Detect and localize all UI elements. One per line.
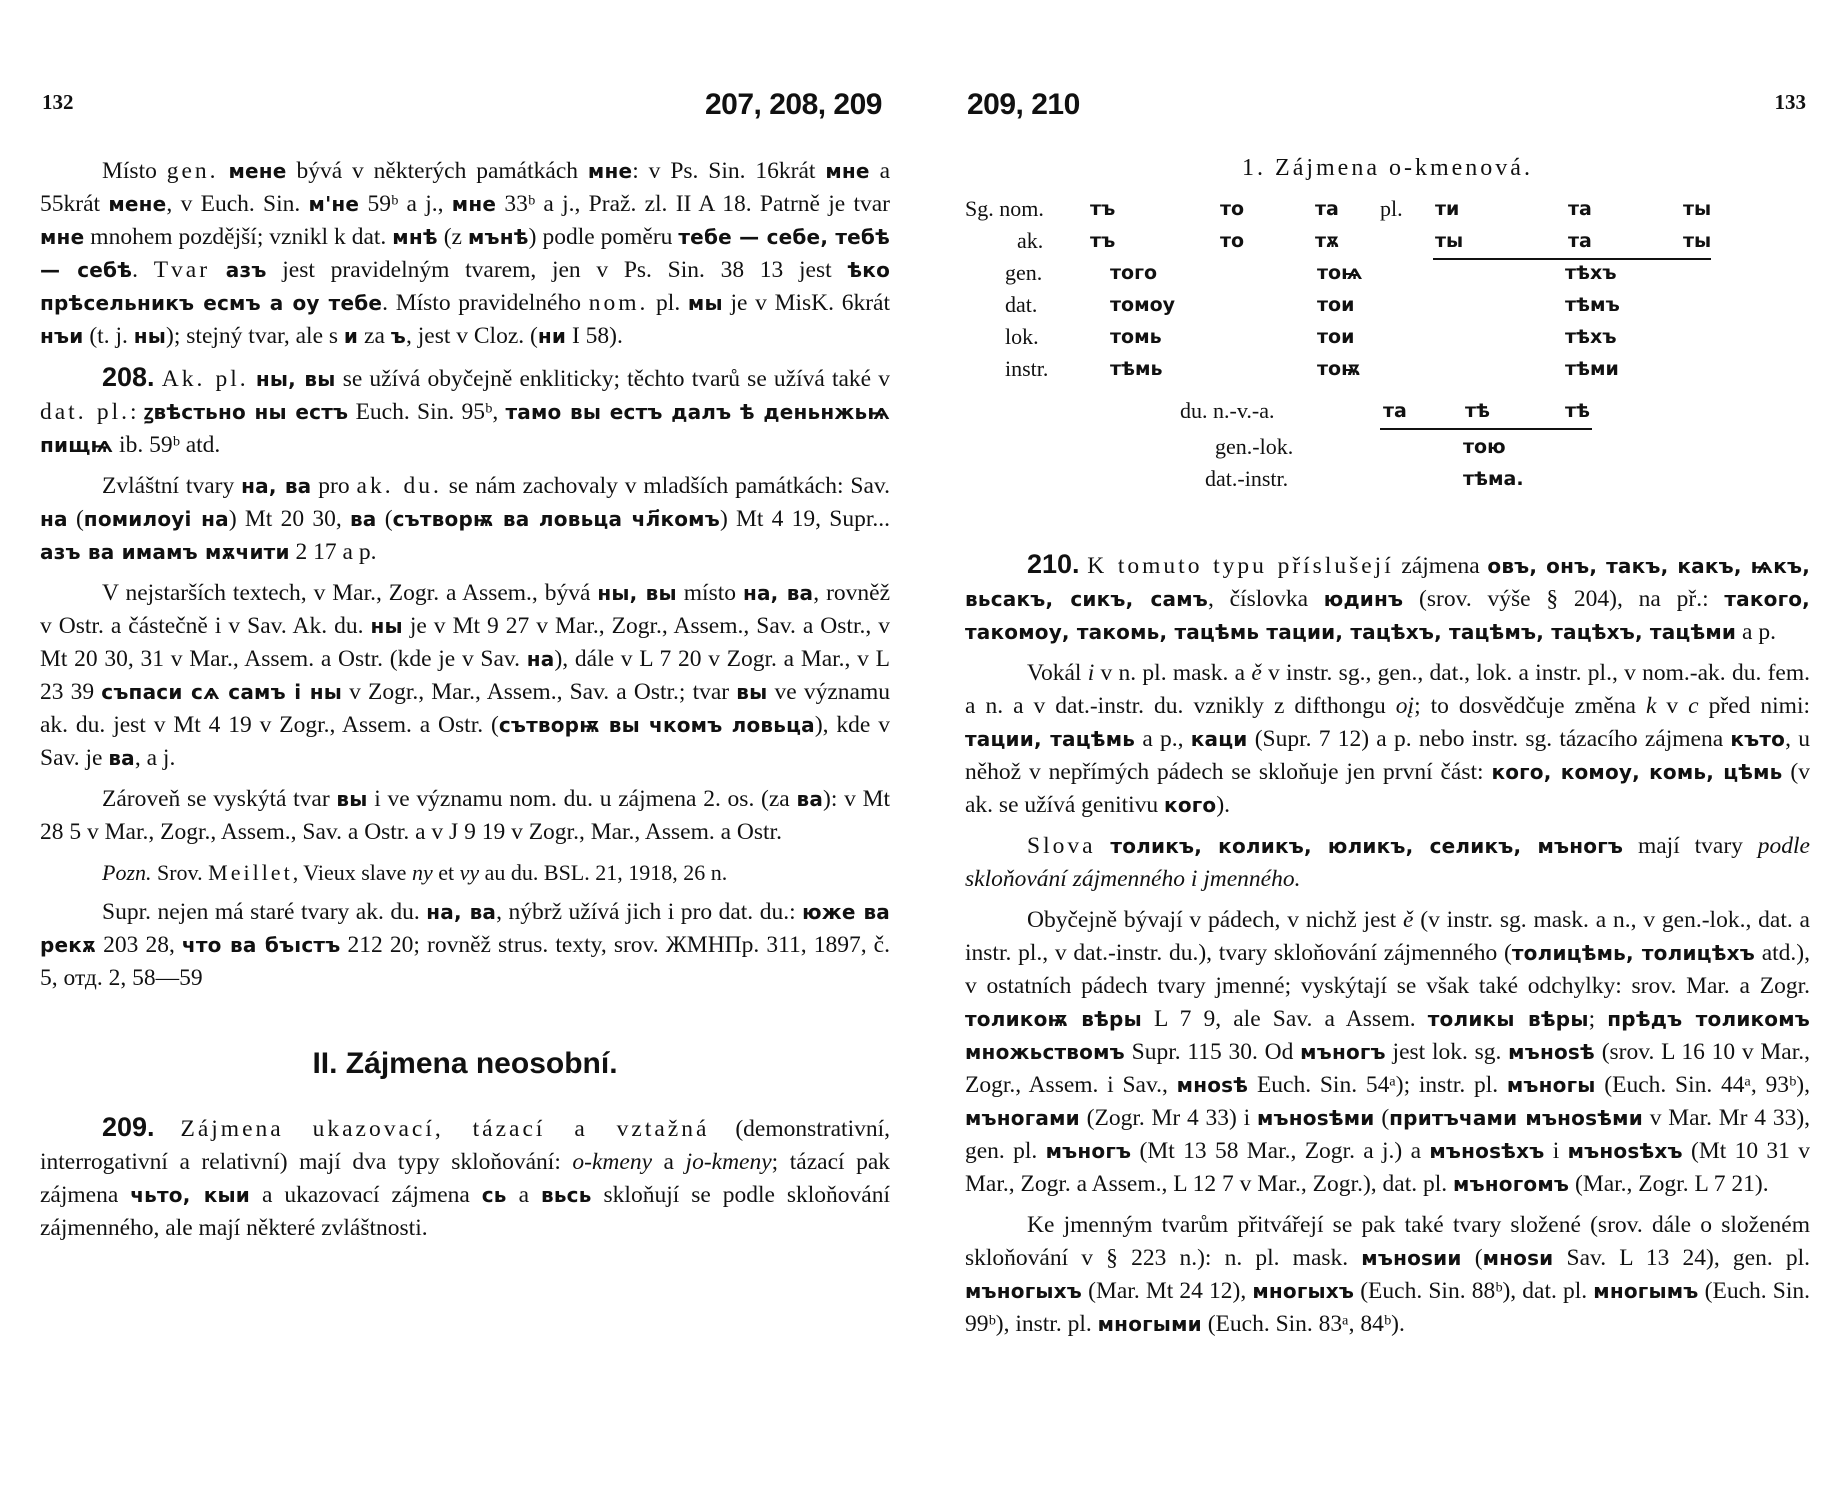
old-church-slavonic-form: тамо вы естъ далъ ѣ деньнжьѩ пищѩ <box>40 400 890 457</box>
italic-text: ě <box>1403 907 1414 933</box>
text-run <box>155 366 162 392</box>
old-church-slavonic-form: ни <box>537 324 567 348</box>
old-church-slavonic-form: на <box>526 647 555 671</box>
form-sg-ak-f: тѫ <box>1315 230 1340 252</box>
text-run: skloňují se podle skloňování zájmenného, ale mají některé zvláštnosti. <box>40 1182 890 1241</box>
text-run: 2 17 a p. <box>289 539 377 565</box>
old-church-slavonic-form: толицѣмь, толицѣхъ <box>1511 941 1755 965</box>
text-run: , číslovka <box>1208 586 1324 612</box>
old-church-slavonic-form: на <box>40 507 68 531</box>
text-run: ve významu ak. du. jest v Mt 4 19 v Zogr., Assem. a Ostr. ( <box>40 679 890 738</box>
text-run: ( <box>376 506 393 532</box>
old-church-slavonic-form: ва <box>796 787 824 811</box>
form-sg-nom-n: то <box>1220 198 1245 220</box>
dual-underline <box>1380 428 1592 430</box>
old-church-slavonic-form: мне <box>587 159 633 183</box>
old-church-slavonic-form: къто <box>1730 727 1786 751</box>
text-run: i <box>1544 1138 1568 1164</box>
page-number-right: 133 <box>1774 90 1806 114</box>
paragraph-210 <box>965 548 1810 649</box>
paragraph <box>965 904 1810 1201</box>
text-run: Sav. L 13 24), gen. pl. <box>1553 1245 1811 1271</box>
text-run: ) podle poměru <box>528 224 679 250</box>
old-church-slavonic-form: ны, вы <box>255 367 336 391</box>
text-run: ; to dosvědčuje změna <box>1414 693 1646 719</box>
text-run: Supr. nejen má staré tvary ak. du. <box>102 899 427 925</box>
form-pl-ak-m: ты <box>1435 230 1464 252</box>
text-run: ) Mt 4 19, Supr... <box>719 506 891 532</box>
form-du-nva-m: та <box>1383 400 1407 422</box>
old-church-slavonic-form: тации, тацѣмь <box>965 727 1136 751</box>
italic-text: k <box>1645 693 1657 719</box>
plural-ak-underline <box>1433 258 1711 260</box>
italic-text: vy <box>459 860 480 885</box>
text-run: ) Mt 20 30, <box>228 506 350 532</box>
text-run: ( <box>1461 1245 1483 1271</box>
old-church-slavonic-form: мъногъ <box>1300 1040 1386 1064</box>
text-run: (Euch. Sin. 99ᵇ), instr. pl. <box>965 1278 1810 1337</box>
right-page <box>965 0 1810 1500</box>
text-run: jest pravidelným tvarem, jen v Ps. Sin. 38 13 jest <box>266 257 848 283</box>
text-run: se užívá obyčejně enkliticky; těchto tvarů se užívá také v <box>335 366 891 392</box>
text-run <box>155 1116 181 1142</box>
old-church-slavonic-form: съпаси сѧ самъ і ны <box>101 680 342 704</box>
paragraph-number: 208. <box>102 362 155 392</box>
running-head-right <box>965 88 1810 128</box>
spaced-text: dat. pl. <box>40 399 131 425</box>
text-run: Zvláštní tvary <box>102 473 242 499</box>
text-run: , u něhož v nepřímých pádech se skloňuje jen první část: <box>965 726 1811 785</box>
old-church-slavonic-form: ны <box>370 614 403 638</box>
section-heading: II. Zájmena neosobní. <box>312 1047 618 1080</box>
text-run: a <box>652 1149 686 1175</box>
text-run: mají tvary <box>1623 833 1758 859</box>
text-run: (Euch. Sin. 88ᵇ), dat. pl. <box>1354 1278 1594 1304</box>
text-run: atd.), v ostatních pádech tvary jmenné; vyskýtají se však také odchylky: srov. Mar. a Zogr. <box>965 940 1810 999</box>
text-run: a p. <box>1736 619 1776 645</box>
form-sg-dat-f: тои <box>1317 294 1355 316</box>
form-pl-ak-f: ты <box>1683 230 1712 252</box>
text-run: , a j. <box>134 745 176 771</box>
text-run: jest lok. sg. <box>1385 1039 1509 1065</box>
old-church-slavonic-form: кого, комоу, комь, цѣмь <box>1491 760 1783 784</box>
text-run: 203 28, <box>96 932 182 958</box>
old-church-slavonic-form: мъноѕѣ <box>1508 1040 1595 1064</box>
italic-text: o-kmeny <box>572 1149 653 1175</box>
text-run: ; <box>1588 1006 1608 1032</box>
paragraph <box>40 783 890 849</box>
paragraph <box>40 155 890 353</box>
form-sg-gen-f: тоѩ <box>1317 262 1363 284</box>
text-run: (Mar. Mt 24 12), <box>1082 1278 1253 1304</box>
text-run: zájmena <box>1393 553 1488 579</box>
old-church-slavonic-form: чьто, кыи <box>130 1183 251 1207</box>
paragraph-209 <box>40 1111 890 1245</box>
form-sg-nom-f: та <box>1315 198 1339 220</box>
text-run: (Zogr. Mr 4 33) i <box>1079 1105 1257 1131</box>
label-ak: ak. <box>1017 228 1044 253</box>
text-run <box>1096 833 1111 859</box>
text-run: ), dále v L 7 20 v Zogr. a Mar., v L 23 39 <box>40 646 890 705</box>
section-reference-left: 207, 208, 209 <box>704 88 882 121</box>
label-dat: dat. <box>1005 292 1038 317</box>
label-instr: instr. <box>1005 356 1049 381</box>
old-church-slavonic-form: тебе — себе, тебѣ — себѣ <box>40 225 891 282</box>
label-du-dat-instr: dat.-instr. <box>1205 466 1289 491</box>
text-run: (srov. L 16 10 v Mar., Zogr., Assem. i Sav., <box>965 1039 1811 1098</box>
text-run: místo <box>676 580 743 606</box>
text-run: Zároveň se vyskýtá tvar <box>102 786 337 812</box>
text-run: ( <box>1374 1105 1390 1131</box>
section-reference-right: 209, 210 <box>967 88 1080 121</box>
text-run: Supr. 115 30. Od <box>1124 1039 1301 1065</box>
text-run: : v Ps. Sin. 16krát <box>632 158 826 184</box>
old-church-slavonic-form: м'не <box>308 192 360 216</box>
old-church-slavonic-form: вьсь <box>540 1183 592 1207</box>
old-church-slavonic-form: мъногыхъ <box>965 1279 1083 1303</box>
old-church-slavonic-form: мънѣ <box>467 225 529 249</box>
label-gen: gen. <box>1005 260 1043 285</box>
form-sg-instr-f: тоѭ <box>1317 358 1361 380</box>
text-run: (t. j. <box>83 323 134 349</box>
old-church-slavonic-form: мноѕѣ <box>1176 1073 1249 1097</box>
old-church-slavonic-form: ѣко прѣсельникъ есмъ а оу тебе <box>40 258 891 315</box>
old-church-slavonic-form: юже ва рекѫ <box>40 900 890 957</box>
text-run: , Vieux slave <box>292 860 412 885</box>
label-du-nva: du. n.-v.-a. <box>1180 398 1275 423</box>
old-church-slavonic-form: многыхъ <box>1252 1279 1355 1303</box>
text-run: je v MisK. 6krát <box>722 290 891 316</box>
text-run: (demonstrativní, interrogativní a relativní) mají dva typy skloňování: <box>40 1116 891 1175</box>
old-church-slavonic-form: толикы вѣры <box>1427 1007 1589 1031</box>
form-sg-ak-m: тъ <box>1090 230 1116 252</box>
old-church-slavonic-form: мноѕи <box>1482 1246 1554 1270</box>
italic-text: podle skloňování zájmenného i jmenného. <box>965 833 1810 892</box>
old-church-slavonic-form: на, ва <box>426 900 497 924</box>
text-run <box>219 158 229 184</box>
italic-text: c <box>1688 693 1699 719</box>
old-church-slavonic-form: мнѣ <box>392 225 438 249</box>
left-text-body <box>40 155 890 1253</box>
paradigm-title: 1. Zájmena o-kmenová. <box>1242 155 1533 181</box>
old-church-slavonic-form: прѣдъ толикомъ множьствомъ <box>965 1007 1811 1064</box>
text-run: I 58). <box>566 323 623 349</box>
old-church-slavonic-form: ъ <box>390 324 406 348</box>
text-run: 59ᵇ a j., <box>359 191 452 217</box>
text-run: i ve významu nom. du. u zájmena 2. os. (za <box>367 786 797 812</box>
old-church-slavonic-form: сътворѭ вы чкомъ ловьца <box>498 713 815 737</box>
spaced-text: Zájmena ukazovací, tázací a vztažná <box>180 1116 710 1142</box>
form-du-dat-instr: тѣма. <box>1463 468 1524 490</box>
form-pl-instr: тѣми <box>1565 358 1619 380</box>
form-du-gen-lok: тою <box>1463 436 1506 458</box>
text-run: (Mt 10 31 v Mar., Zogr. a Assem., L 12 7 v Mar., Zogr.), dat. pl. <box>965 1138 1811 1197</box>
old-church-slavonic-form: мне <box>451 192 497 216</box>
italic-text: i <box>1087 660 1095 686</box>
text-run: . Místo pravidelného <box>382 290 589 316</box>
text-run: za <box>358 323 391 349</box>
old-church-slavonic-form: толикъ, коликъ, юликъ, селикъ, мъногъ <box>1110 834 1624 858</box>
old-church-slavonic-form: мъногъ <box>1045 1139 1132 1163</box>
old-church-slavonic-form: ва <box>349 507 377 531</box>
footnote-remark <box>40 857 890 888</box>
old-church-slavonic-form: мъноѕии <box>1361 1246 1462 1270</box>
old-church-slavonic-form: юдинъ <box>1323 587 1404 611</box>
text-run: bývá v některých památkách <box>286 158 588 184</box>
old-church-slavonic-form: вы <box>736 680 768 704</box>
text-run: v instr. sg., gen., dat., lok. a instr. pl., v nom.-ak. du. fem. a n. a v dat.-instr. du. vznikly z difthongu <box>965 660 1810 719</box>
text-run: (Mar., Zogr. L 7 21). <box>1569 1171 1769 1197</box>
declension-paradigm <box>965 188 1810 538</box>
spaced-text: Slova <box>1027 833 1096 859</box>
text-run: 212 20; rovněž strus. texty, srov. ЖМНПр. 311, 1897, č. 5, отд. 2, 58—59 <box>40 932 890 991</box>
text-run: ), kde v Sav. je <box>40 712 890 771</box>
text-run <box>210 257 226 283</box>
text-run: Vokál <box>1027 660 1088 686</box>
text-run: . <box>132 257 154 283</box>
text-run: , jest v Cloz. ( <box>406 323 538 349</box>
text-run: mnohem pozdější; vznikl k dat. <box>84 224 393 250</box>
text-run: a 55krát <box>40 158 891 217</box>
italic-text: Pozn. <box>102 860 152 885</box>
old-church-slavonic-form: многымъ <box>1593 1279 1699 1303</box>
text-run: , rovněž v Ostr. a částečně i v Sav. Ak. du. <box>40 580 890 639</box>
text-run: ). <box>1216 792 1231 818</box>
form-sg-gen-mn: того <box>1110 262 1158 284</box>
left-page <box>40 0 890 1500</box>
text-run: (z <box>437 224 468 250</box>
italic-text: oį <box>1395 693 1415 719</box>
spaced-text: Meillet <box>208 860 293 885</box>
page-number-left: 132 <box>42 90 74 114</box>
old-church-slavonic-form: на, ва <box>241 474 312 498</box>
text-run: ); stejný tvar, ale s <box>166 323 344 349</box>
old-church-slavonic-form: на, ва <box>742 581 814 605</box>
spaced-text: ak. du. <box>356 473 442 499</box>
old-church-slavonic-form: мъноѕѣми <box>1257 1106 1375 1130</box>
form-sg-lok-f: тои <box>1317 326 1355 348</box>
old-church-slavonic-form: нъи <box>40 324 84 348</box>
text-run: pro <box>311 473 357 499</box>
form-pl-dat: тѣмъ <box>1565 294 1620 316</box>
text-run: (Mt 13 58 Mar., Zogr. a j.) a <box>1131 1138 1430 1164</box>
old-church-slavonic-form: сь <box>481 1183 507 1207</box>
text-run: Euch. Sin. 54ᵃ); instr. pl. <box>1248 1072 1507 1098</box>
text-run: au du. BSL. 21, 1918, 26 n. <box>479 860 728 885</box>
old-church-slavonic-form: толикоѭ вѣры <box>965 1007 1142 1031</box>
paragraph <box>965 830 1810 896</box>
old-church-slavonic-form: мене <box>228 159 287 183</box>
form-sg-ak-n: то <box>1220 230 1245 252</box>
text-run: se nám zachovaly v mladších památkách: Sav. <box>441 473 890 499</box>
old-church-slavonic-form: мы <box>687 291 723 315</box>
old-church-slavonic-form: и <box>343 324 359 348</box>
paragraph-208 <box>40 361 890 462</box>
form-sg-nom-m: тъ <box>1090 198 1116 220</box>
paragraph <box>40 896 890 995</box>
text-run: v <box>1656 693 1689 719</box>
running-head-left <box>40 88 890 128</box>
spaced-text: Ak. pl. <box>161 366 249 392</box>
paragraph <box>40 577 890 775</box>
text-run: ( <box>67 506 84 532</box>
old-church-slavonic-form: ны, вы <box>597 581 677 605</box>
old-church-slavonic-form: мъноѕѣхъ <box>1429 1139 1545 1163</box>
italic-text: jo-kmeny <box>685 1149 772 1175</box>
form-sg-instr-mn: тѣмь <box>1110 358 1163 380</box>
text-run: ; tázací pak zájmena <box>40 1149 890 1208</box>
old-church-slavonic-form: кого <box>1164 793 1217 817</box>
spaced-text: Tvar <box>153 257 211 283</box>
text-run: v Mar. Mr 4 33), gen. pl. <box>965 1105 1811 1164</box>
text-run: ): v Mt 28 5 v Mar., Zogr., Assem., Sav. a Ostr. a v J 9 19 v Zogr., Mar., Assem. a Ostr. <box>40 786 890 845</box>
text-run: a <box>506 1182 541 1208</box>
text-run: a p., <box>1135 726 1191 752</box>
text-run: (v ak. se užívá genitivu <box>965 759 1810 818</box>
text-run: L 7 9, ale Sav. a Assem. <box>1141 1006 1428 1032</box>
text-run: : <box>130 399 144 425</box>
label-sg-nom: Sg. nom. <box>965 196 1044 221</box>
text-run: ib. 59ᵇ atd. <box>113 432 221 458</box>
text-run: pl. <box>648 290 688 316</box>
old-church-slavonic-form: такого, такомоу, такомь, тацѣмь тации, тацѣхъ, тацѣмъ, тацѣхъ, тацѣми <box>965 587 1810 644</box>
text-run: et <box>432 860 460 885</box>
form-du-nva-n: тѣ <box>1465 400 1490 422</box>
old-church-slavonic-form: многыми <box>1097 1312 1202 1336</box>
text-run <box>249 366 256 392</box>
text-run: Obyčejně bývají v pádech, v nichž jest <box>1027 907 1403 933</box>
old-church-slavonic-form: мне <box>40 225 85 249</box>
text-run: Euch. Sin. 95ᵇ, <box>348 399 506 425</box>
old-church-slavonic-form: мне <box>825 159 870 183</box>
text-run: (v instr. sg. mask. a n., v gen.-lok., dat. a instr. pl., v dat.-instr. du.), tvary skloňování zájmenného ( <box>965 907 1810 966</box>
text-run: (srov. výše § 204), na př.: <box>1403 586 1725 612</box>
text-run: , nýbrž užívá jich i pro dat. du.: <box>496 899 803 925</box>
old-church-slavonic-form: сътворѭ ва ловьца чл҃комъ <box>392 507 720 531</box>
paragraph <box>965 657 1810 822</box>
text-run: Ke jmenným tvarům přitvářejí se pak také tvary složené (srov. dále o složeném skloňování v § 223 n.): n. pl. mask. <box>965 1212 1810 1271</box>
old-church-slavonic-form: мене <box>108 192 167 216</box>
text-run: je v Mt 9 27 v Mar., Zogr., Assem., Sav. a Ostr., v Mt 20 30, 31 v Mar., Assem. a Ostr. (kde je v Sav. <box>40 613 890 672</box>
paragraph-number: 209. <box>102 1112 155 1142</box>
italic-text: ny <box>411 860 433 885</box>
label-du-gen-lok: gen.-lok. <box>1215 434 1294 459</box>
right-text-body <box>965 155 1810 1349</box>
old-church-slavonic-form: ны <box>133 324 167 348</box>
form-pl-nom-m: ти <box>1435 198 1460 220</box>
text-run: Srov. <box>151 860 209 885</box>
old-church-slavonic-form: притъчами мъноѕѣми <box>1389 1106 1643 1130</box>
form-du-nva-f: тѣ <box>1565 400 1590 422</box>
text-run: a ukazovací zájmena <box>250 1182 482 1208</box>
spaced-text: K tomuto typu příslušejí <box>1087 553 1394 579</box>
text-run: v n. pl. mask. a <box>1094 660 1252 686</box>
text-run: (Euch. Sin. 83ᵃ, 84ᵇ). <box>1201 1311 1405 1337</box>
text-run: (Euch. Sin. 44ᵃ, 93ᵇ), <box>1595 1072 1810 1098</box>
form-pl-gen: тѣхъ <box>1565 262 1617 284</box>
old-church-slavonic-form: азъ ва имамъ мѫчити <box>40 540 290 564</box>
form-sg-lok-mn: томь <box>1110 326 1162 348</box>
old-church-slavonic-form: что ва бъıстъ <box>181 933 341 957</box>
form-pl-ak-n: та <box>1568 230 1592 252</box>
old-church-slavonic-form: каци <box>1190 727 1248 751</box>
paragraph <box>40 470 890 569</box>
text-run: (Supr. 7 12) a p. nebo instr. sg. tázacího zájmena <box>1247 726 1731 752</box>
text-run: Místo <box>102 158 167 184</box>
paragraph-number: 210. <box>1027 549 1080 579</box>
old-church-slavonic-form: азъ <box>225 258 267 282</box>
old-church-slavonic-form: ва <box>108 746 135 770</box>
text-run: , v Euch. Sin. <box>166 191 309 217</box>
form-pl-lok: тѣхъ <box>1565 326 1617 348</box>
old-church-slavonic-form: мъногы <box>1506 1073 1596 1097</box>
spaced-text: nom. <box>588 290 649 316</box>
text-run: 33ᵇ a j., Praž. zl. II A 18. Patrně je tvar <box>496 191 890 217</box>
old-church-slavonic-form: вы <box>336 787 368 811</box>
form-sg-dat-mn: томоу <box>1110 294 1176 316</box>
text-run: před nimi: <box>1698 693 1811 719</box>
old-church-slavonic-form: овъ, онъ, такъ, какъ, ѩкъ, вьсакъ, сикъ, самъ <box>965 554 1811 611</box>
spaced-text: gen. <box>166 158 219 184</box>
label-lok: lok. <box>1005 324 1039 349</box>
italic-text: ě <box>1251 660 1262 686</box>
old-church-slavonic-form: мъногами <box>965 1106 1080 1130</box>
label-pl: pl. <box>1380 196 1403 221</box>
old-church-slavonic-form: ꙁвѣстьно ны естъ <box>143 400 349 424</box>
text-run: V nejstarších textech, v Mar., Zogr. a Assem., bývá <box>102 580 598 606</box>
form-pl-nom-f: ты <box>1683 198 1712 220</box>
form-pl-nom-n: та <box>1568 198 1592 220</box>
text-run: v Zogr., Mar., Assem., Sav. a Ostr.; tvar <box>342 679 737 705</box>
old-church-slavonic-form: помилоуі на <box>83 507 229 531</box>
old-church-slavonic-form: мъногомъ <box>1453 1172 1570 1196</box>
paragraph <box>965 1209 1810 1341</box>
old-church-slavonic-form: мъноѕѣхъ <box>1567 1139 1683 1163</box>
